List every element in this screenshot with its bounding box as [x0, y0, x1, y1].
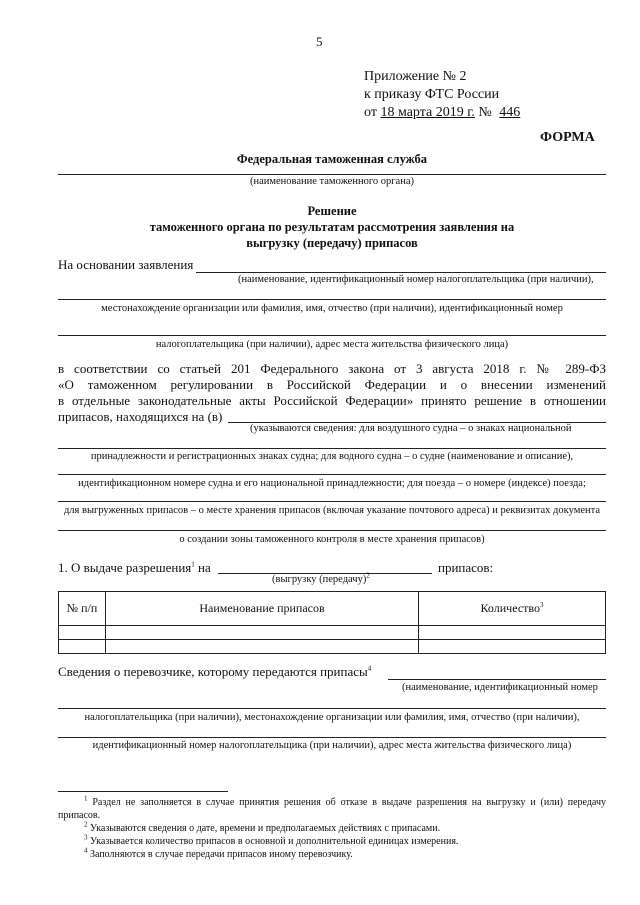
footnote-1-num: 1 — [84, 794, 88, 803]
table-cell[interactable] — [419, 626, 606, 640]
table-cell[interactable] — [59, 640, 106, 654]
col-number-header: № п/п — [59, 592, 106, 626]
agency-name: Федеральная таможенная служба — [236, 152, 428, 166]
agency-line — [58, 174, 606, 175]
footnote-separator — [58, 791, 228, 792]
agency-caption: (наименование таможенного органа) — [249, 176, 414, 187]
footnote-3 — [58, 835, 606, 848]
table-cell[interactable] — [419, 640, 606, 654]
appendix-line-2: к приказу ФТС России — [364, 87, 500, 102]
law-line-3: в отдельные законодательные акты Российской Федерации» принято решение в отношении — [58, 393, 606, 408]
col-quantity-header — [419, 592, 606, 626]
permission-caption-text: (выгрузку (передачу) — [272, 574, 367, 585]
appendix-block — [364, 68, 534, 122]
basis-line-2 — [58, 299, 606, 300]
basis-caption-1: (наименование, идентификационный номер налогоплательщика (при наличии), — [238, 274, 594, 285]
carrier-line-2 — [58, 708, 606, 709]
carrier-caption-2: налогоплательщика (при наличии), местонахождение организации или фамилия, имя, отчество (при наличии), — [84, 712, 580, 723]
supplies-table — [58, 591, 606, 654]
basis-label: На основании заявления — [58, 257, 194, 272]
basis-line-3 — [58, 335, 606, 336]
footnote-ref-3: 3 — [539, 601, 544, 609]
form-label: ФОРМА — [540, 130, 595, 145]
title-line-2: таможенного органа по результатам рассмотрения заявления на — [149, 220, 515, 234]
carrier-label-text: Сведения о перевозчике, которому передаются припасы — [58, 664, 368, 679]
decision-title — [58, 203, 606, 251]
table-row — [59, 640, 606, 654]
permission-line — [58, 560, 211, 576]
table-cell[interactable] — [106, 626, 419, 640]
footnote-1 — [58, 796, 606, 822]
appendix-line-1: Приложение № 2 — [364, 69, 467, 84]
table-row — [59, 626, 606, 640]
basis-caption-3: налогоплательщика (при наличии), адрес места жительства физического лица) — [155, 339, 509, 350]
footnotes — [58, 796, 606, 861]
appendix-date: 18 марта 2019 г. — [380, 105, 475, 120]
basis-line-1 — [196, 272, 606, 273]
carrier-caption-1: (наименование, идентификационный номер — [402, 682, 598, 693]
col-name-header: Наименование припасов — [106, 592, 419, 626]
col-quantity-label: Количество — [480, 601, 540, 615]
footnote-ref-4: 4 — [367, 664, 372, 673]
vessel-line-4 — [58, 501, 606, 502]
law-line-4: припасов, находящихся на (в) — [58, 409, 223, 424]
vessel-caption-5: о создании зоны таможенного контроля в месте хранения припасов) — [179, 534, 485, 545]
footnote-3-num: 3 — [84, 833, 88, 842]
footnote-4-text: Заполняются в случае передачи припасов иному перевозчику. — [90, 849, 353, 860]
footnote-2-text: Указываются сведения о дате, времени и предполагаемых действиях с припасами. — [90, 823, 441, 834]
appendix-from: от — [364, 105, 377, 120]
law-paragraph — [58, 361, 606, 425]
basis-caption-2: местонахождение организации или фамилия, имя, отчество (при наличии), идентификационный номер — [101, 303, 563, 314]
appendix-no-label: № — [478, 105, 492, 120]
vessel-line-5 — [58, 530, 606, 531]
carrier-caption-3: идентификационный номер налогоплательщика (при наличии), адрес места жительства физического лица) — [92, 740, 572, 751]
table-cell[interactable] — [59, 626, 106, 640]
footnote-2-num: 2 — [84, 820, 88, 829]
table-cell[interactable] — [106, 640, 419, 654]
footnote-ref-2: 2 — [366, 571, 370, 580]
vessel-caption-4: для выгруженных припасов – о месте хранения припасов (включая указание почтового адреса) и реквизитах документа — [63, 505, 601, 516]
permission-suffix: припасов: — [438, 560, 494, 575]
carrier-label — [58, 664, 371, 680]
vessel-line-2 — [58, 448, 606, 449]
page-number: 5 — [316, 34, 323, 49]
footnote-1-text: Раздел не заполняется в случае принятия решения об отказе в выдаче разрешения на выгрузку и (или) передачу припасов. — [58, 797, 607, 821]
vessel-caption-2: принадлежности и регистрационных знаках судна; для водного судна – о судне (наименование и описание), — [90, 451, 574, 462]
vessel-line-3 — [58, 474, 606, 475]
carrier-line-1 — [388, 679, 606, 680]
carrier-line-3 — [58, 737, 606, 738]
footnote-4-num: 4 — [84, 846, 88, 855]
footnote-3-text: Указывается количество припасов в основной и дополнительной единицах измерения. — [90, 836, 459, 847]
footnote-ref-1: 1 — [191, 560, 195, 569]
footnote-4 — [58, 848, 606, 861]
table-header-row — [59, 592, 606, 626]
law-line-2: «О таможенном регулировании в Российской Федерации и о внесении изменений — [58, 377, 606, 392]
permission-on: на — [198, 560, 211, 575]
permission-prefix: 1. О выдаче разрешения — [58, 560, 192, 575]
vessel-caption-3: идентификационном номере судна и его национальной принадлежности; для поезда – о номере (индексе) поезда; — [78, 478, 586, 489]
appendix-line-3 — [364, 104, 534, 122]
appendix-number: 446 — [499, 105, 521, 120]
title-line-1: Решение — [307, 204, 357, 218]
permission-caption — [272, 571, 370, 585]
vessel-caption-1: (указываются сведения: для воздушного судна – о знаках национальной — [250, 423, 572, 434]
footnote-2 — [58, 822, 606, 835]
law-line-1: в соответствии со статьей 201 Федерального закона от 3 августа 2018 г. № 289-ФЗ — [58, 361, 606, 376]
title-line-3: выгрузку (передачу) припасов — [246, 236, 418, 250]
